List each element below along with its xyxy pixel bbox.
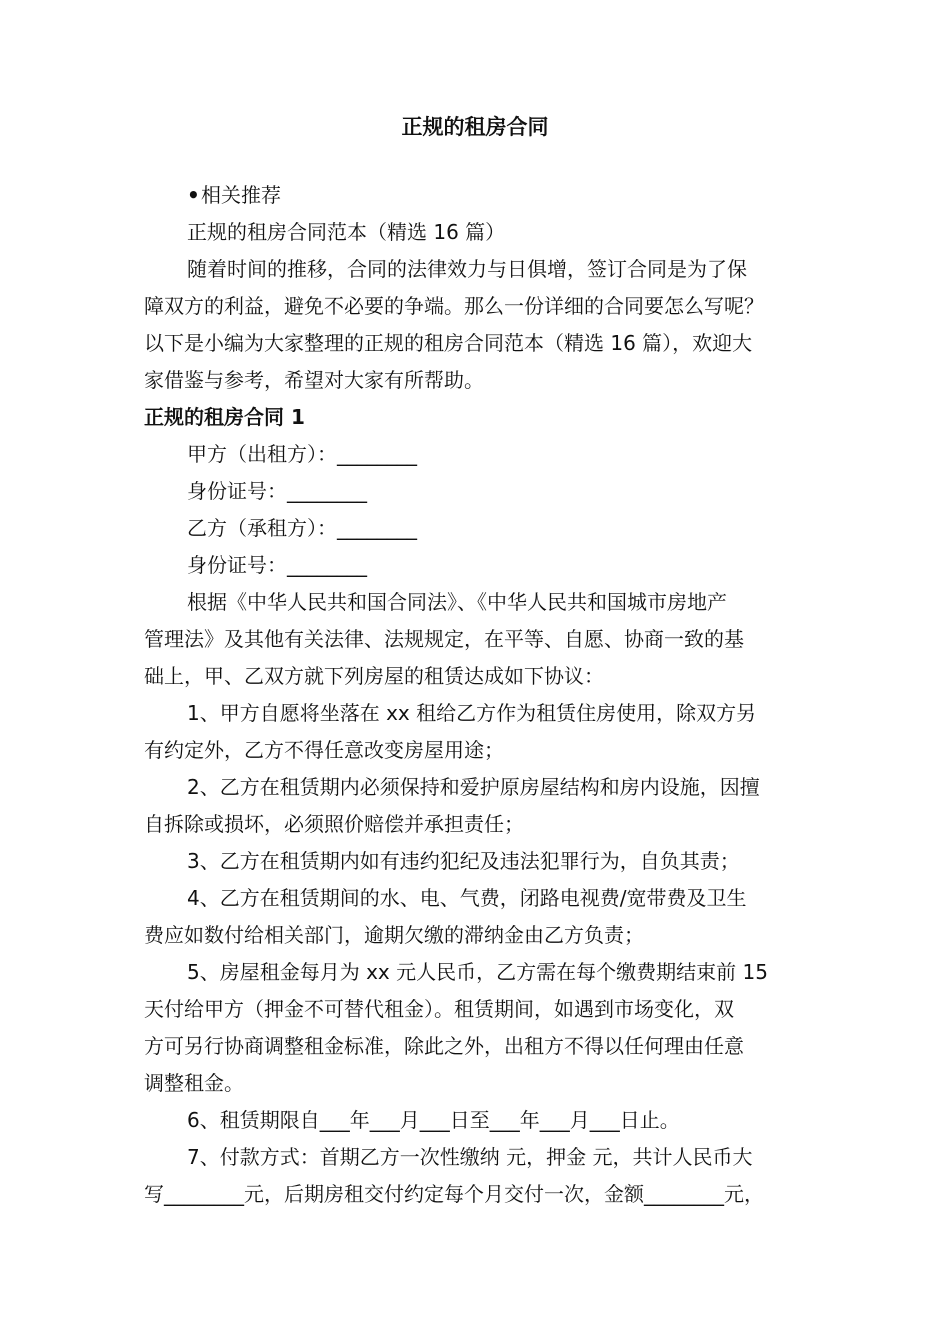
document-body: [144, 177, 812, 1213]
party-b-id-field: 身份证号：________: [187, 553, 367, 577]
clause-5-line: 调整租金。: [144, 1071, 244, 1095]
bullet-icon: •: [187, 183, 200, 207]
party-a-id-field: 身份证号：________: [187, 479, 367, 503]
intro-line: 家借鉴与参考，希望对大家有所帮助。: [144, 368, 484, 392]
clause-5-line: 方可另行协商调整租金标准，除此之外，出租方不得以任何理由任意: [144, 1034, 744, 1058]
clause-5-line: 天付给甲方（押金不可替代租金）。租赁期间，如遇到市场变化，双: [144, 997, 734, 1021]
clause-3-line: 3、乙方在租赁期内如有违约犯纪及违法犯罪行为，自负其责；: [187, 849, 740, 873]
recommend-link[interactable]: 正规的租房合同范本（精选 16 篇）: [187, 220, 506, 244]
preamble-line: 础上，甲、乙双方就下列房屋的租赁达成如下协议：: [144, 664, 604, 688]
document-title: 正规的租房合同: [401, 115, 549, 139]
party-b-field: 乙方（承租方）：________: [187, 516, 417, 540]
clause-4-line: 4、乙方在租赁期间的水、电、气费，闭路电视费/宽带费及卫生: [187, 886, 747, 910]
preamble-line: 管理法》及其他有关法律、法规规定，在平等、自愿、协商一致的基: [144, 627, 744, 651]
clause-4-line: 费应如数付给相关部门，逾期欠缴的滞纳金由乙方负责；: [144, 923, 644, 947]
clause-1-line: 1、甲方自愿将坐落在 xx 租给乙方作为租赁住房使用，除双方另: [187, 701, 757, 725]
clause-7-line: 写________元，后期房租交付约定每个月交付一次，金额________元，: [144, 1182, 764, 1206]
party-a-field: 甲方（出租方）：________: [187, 442, 417, 466]
intro-line: 障双方的利益，避免不必要的争端。那么一份详细的合同要怎么写呢？: [144, 294, 764, 318]
clause-5-line: 5、房屋租金每月为 xx 元人民币，乙方需在每个缴费期结束前 15: [187, 960, 768, 984]
clause-6-line: 6、租赁期限自___年___月___日至___年___月___日止。: [187, 1108, 680, 1132]
clause-2-line: 自拆除或损坏，必须照价赔偿并承担责任；: [144, 812, 524, 836]
preamble-line: 根据《中华人民共和国合同法》、《中华人民共和国城市房地产: [187, 590, 727, 614]
recommend-line: [144, 177, 812, 214]
clause-7-line: 7、付款方式：首期乙方一次性缴纳 元，押金 元，共计人民币大: [187, 1145, 753, 1169]
recommend-label: 相关推荐: [201, 183, 281, 207]
intro-line: 随着时间的推移，合同的法律效力与日俱增，签订合同是为了保: [187, 257, 747, 281]
clause-1-line: 有约定外，乙方不得任意改变房屋用途；: [144, 738, 504, 762]
intro-line: 以下是小编为大家整理的正规的租房合同范本（精选 16 篇），欢迎大: [144, 331, 753, 355]
clause-2-line: 2、乙方在租赁期内必须保持和爱护原房屋结构和房内设施，因擅: [187, 775, 760, 799]
section-heading: 正规的租房合同 1: [144, 405, 305, 429]
